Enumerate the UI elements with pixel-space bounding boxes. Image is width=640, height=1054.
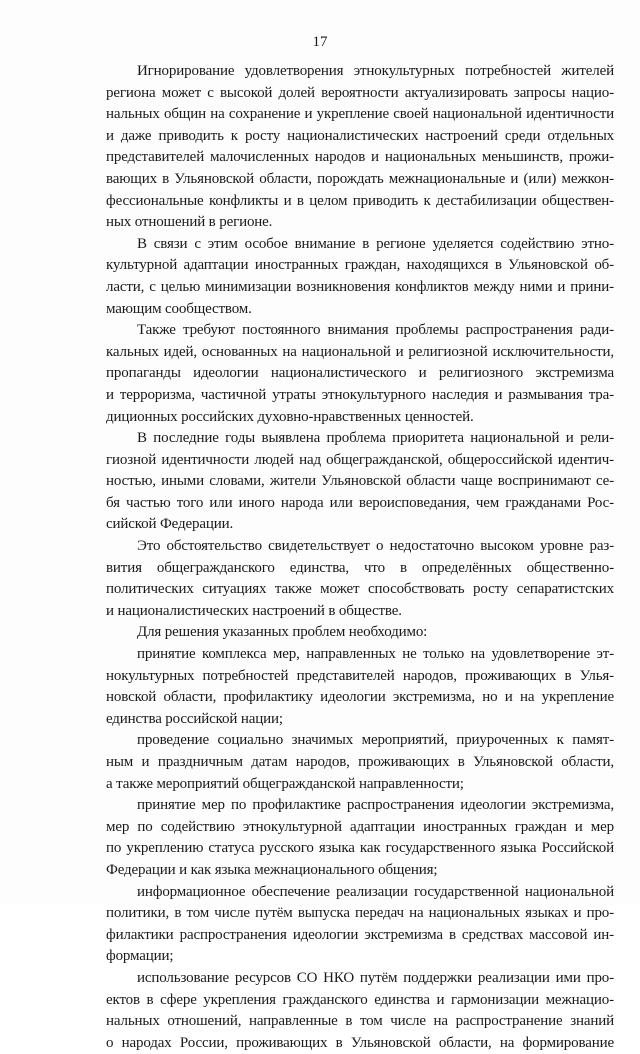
text-line: а также мероприятий общегражданской направленности;: [106, 775, 464, 792]
text-line: Для решения указанных проблем необходимо:: [137, 624, 428, 641]
document-body: [106, 61, 614, 1054]
text-line: гиозной идентичности людей над общегражданской, общероссийской идентич-: [106, 451, 614, 468]
text-line: региона может с высокой долей вероятности актуализировать запросы нацио-: [106, 84, 614, 101]
text-line: представителей малочисленных народов и национальных меньшинств, прожи-: [106, 149, 614, 166]
text-line: ных отношений в регионе.: [106, 214, 273, 231]
text-line: вития общегражданского единства, что в определённых общественно-: [106, 559, 614, 576]
text-line: Игнорирование удовлетворения этнокультурных потребностей жителей: [137, 63, 614, 79]
text-line: и терроризма, частичной утраты этнокультурного наследия и размывания тра-: [106, 386, 614, 403]
text-line: фессиональные конфликты и в целом приводить к дестабилизации обществен-: [106, 192, 614, 209]
text-line: филактики распространения идеологии экстремизма в средствах массовой ин-: [106, 926, 614, 943]
text-line: В связи с этим особое внимание в регионе уделяется содействию этно-: [137, 235, 614, 252]
text-line: Это обстоятельство свидетельствует о недостаточно высоком уровне раз-: [137, 538, 614, 555]
text-line: нальных отношений, направленные в том числе на распространение знаний: [106, 1013, 614, 1030]
text-line: проведение социально значимых мероприятий, приуроченных к памят-: [137, 732, 614, 749]
text-line: вающих в Ульяновской области, порождать межнациональные и (или) межкон-: [106, 170, 614, 187]
text-line: Также требуют постоянного внимания проблемы распространения ради-: [137, 322, 614, 339]
text-line: пропаганды идеологии националистического и религиозного экстремизма: [106, 365, 614, 382]
text-line: ектов в сфере укрепления гражданского единства и гармонизации межнацио-: [106, 991, 614, 1008]
text-line: бя частью того или иного народа или вероисповедания, чем гражданами Рос-: [106, 494, 614, 511]
text-line: принятие комплекса мер, направленных не только на удовлетворение эт-: [137, 646, 614, 663]
text-line: кальных идей, основанных на национальной и религиозной исключительности,: [106, 343, 614, 360]
text-line: политики, в том числе путём выпуска передач на национальных языках и про-: [106, 905, 614, 922]
text-line: информационное обеспечение реализации государственной национальной: [137, 883, 614, 900]
text-line: нальных общин на сохранение и укрепление своей национальной идентичности: [106, 106, 614, 123]
text-line: культурной адаптации иностранных граждан, находящихся в Ульяновской об-: [106, 257, 614, 274]
text-line: по укреплению статуса русского языка как государственного языка Российской: [106, 840, 614, 857]
text-line: Федерации и как языка межнационального общения;: [106, 861, 438, 878]
text-line: принятие мер по профилактике распространения идеологии экстремизма,: [137, 797, 614, 814]
text-line: ным и праздничным датам народов, проживающих в Ульяновской области,: [106, 754, 614, 770]
text-line: ласти, с целью минимизации возникновения конфликтов между ними и прини-: [106, 278, 614, 295]
text-line: нокультурных потребностей представителей народов, проживающих в Улья-: [106, 667, 614, 684]
text-line: о народах России, проживающих в Ульяновской области, на формирование: [106, 1034, 614, 1051]
text-line: новской области, профилактику идеологии экстремизма, но и на укрепление: [106, 689, 614, 706]
text-line: ностью, иными словами, жители Ульяновской области чаще воспринимают се-: [106, 473, 614, 490]
text-line: сийской Федерации.: [106, 516, 234, 533]
text-line: использование ресурсов СО НКО путём поддержки реализации ими про-: [137, 969, 614, 986]
text-line: политических ситуациях также может способствовать росту сепаратистских: [106, 581, 614, 598]
text-line: В последние годы выявлена проблема приоритета национальной и рели-: [137, 430, 614, 447]
text-line: единства российской нации;: [106, 710, 283, 727]
text-line: и националистических настроений в обществе.: [106, 602, 402, 619]
text-line: мающим сообществом.: [106, 300, 252, 317]
text-line: мер по содействию этнокультурной адаптации иностранных граждан и мер: [106, 818, 614, 835]
text-line: диционных российских духовно-нравственных ценностей.: [106, 408, 474, 425]
page-number: 17: [312, 34, 328, 50]
text-line: формации;: [106, 948, 174, 965]
text-line: и даже приводить к росту националистических настроений среди отдельных: [106, 127, 614, 144]
